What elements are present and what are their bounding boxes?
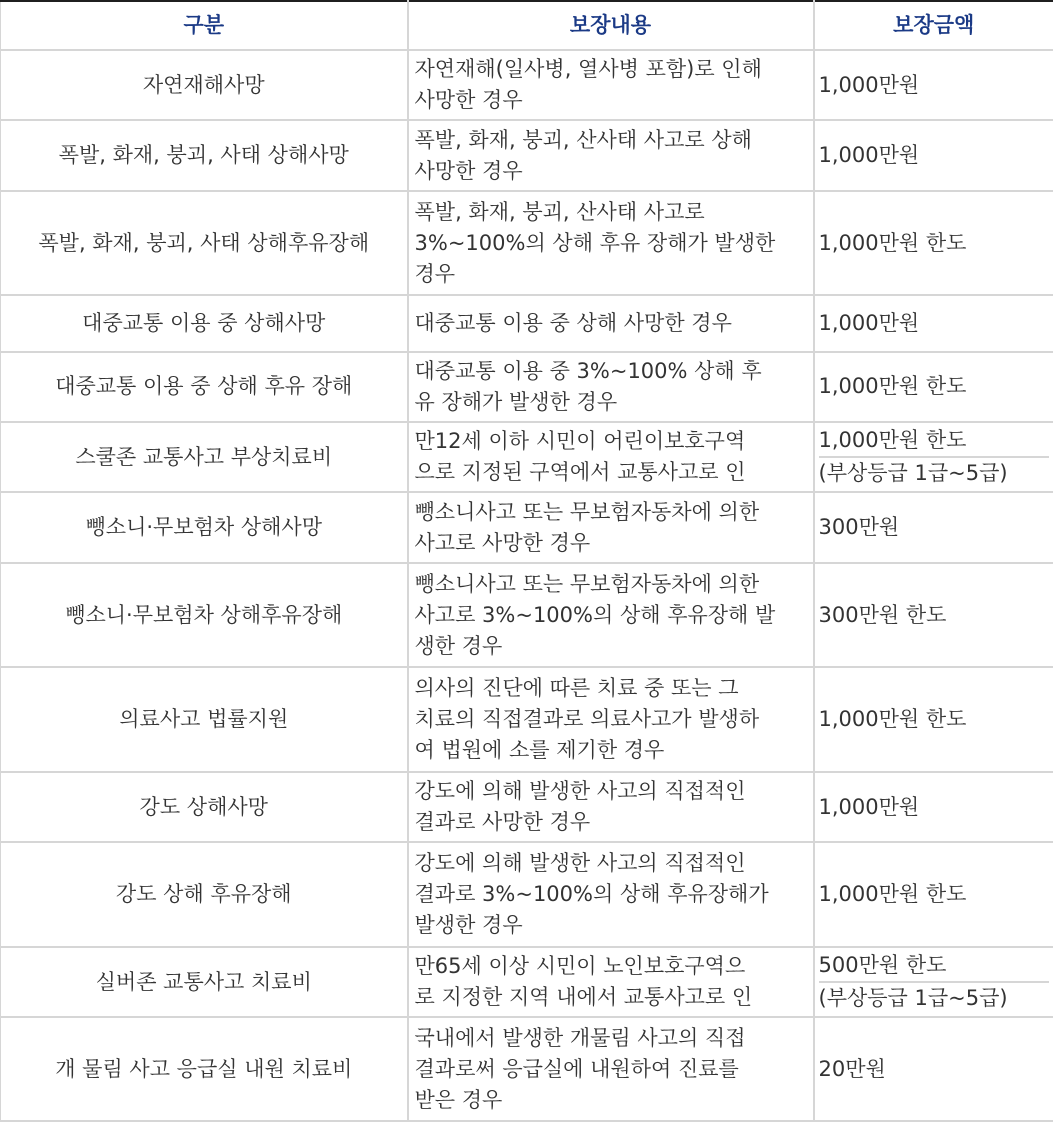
content-line: 결과로 사망한 경우 bbox=[414, 810, 591, 835]
amount-line: 1,000만원 bbox=[818, 311, 920, 336]
cell-content bbox=[408, 352, 814, 422]
content-line: 의사의 진단에 따른 치료 중 또는 그 bbox=[414, 676, 739, 701]
content-line: 폭발, 화재, 붕괴, 산사태 사고로 상해 bbox=[414, 127, 752, 152]
cell-category: 폭발, 화재, 붕괴, 사태 상해후유장해 bbox=[1, 191, 408, 296]
amount-line: (부상등급 1급~5급) bbox=[819, 981, 1050, 1014]
content-line: 생한 경우 bbox=[414, 633, 503, 658]
content-line: 폭발, 화재, 붕괴, 산사태 사고로 bbox=[414, 199, 705, 224]
content-line: 사망한 경우 bbox=[414, 88, 523, 113]
cell-category: 실버존 교통사고 치료비 bbox=[1, 947, 408, 1017]
cell-category: 개 물림 사고 응급실 내원 치료비 bbox=[1, 1017, 408, 1121]
cell-amount bbox=[814, 422, 1053, 492]
cell-content bbox=[408, 772, 814, 842]
cell-category: 스쿨존 교통사고 부상치료비 bbox=[1, 422, 408, 492]
cell-category: 강도 상해사망 bbox=[1, 772, 408, 842]
header-amount: 보장금액 bbox=[814, 1, 1053, 50]
content-line: 여 법원에 소를 제기한 경우 bbox=[414, 738, 665, 763]
cell-amount bbox=[814, 352, 1053, 422]
cell-category: 강도 상해 후유장해 bbox=[1, 842, 408, 947]
table-row bbox=[1, 563, 1053, 668]
content-line: 만65세 이상 시민이 노인보호구역으 bbox=[414, 954, 746, 979]
table-row bbox=[1, 295, 1053, 351]
table-row bbox=[1, 842, 1053, 947]
cell-content bbox=[408, 120, 814, 190]
content-line: 발생한 경우 bbox=[414, 913, 523, 938]
cell-category: 뺑소니·무보험차 상해후유장해 bbox=[1, 563, 408, 668]
cell-amount bbox=[814, 50, 1053, 120]
cell-category: 대중교통 이용 중 상해 후유 장해 bbox=[1, 352, 408, 422]
cell-content bbox=[408, 191, 814, 296]
content-line: 으로 지정된 구역에서 교통사고로 인 bbox=[414, 460, 746, 485]
content-line: 만12세 이하 시민이 어린이보호구역 bbox=[414, 429, 746, 454]
table-header-row bbox=[1, 1, 1053, 50]
table-row bbox=[1, 947, 1053, 1017]
table-row bbox=[1, 422, 1053, 492]
table-row bbox=[1, 492, 1053, 562]
cell-content bbox=[408, 1017, 814, 1121]
amount-line: (부상등급 1급~5급) bbox=[819, 456, 1050, 489]
content-line: 강도에 의해 발생한 사고의 직접적인 bbox=[414, 779, 746, 804]
cell-amount bbox=[814, 492, 1053, 562]
content-line: 자연재해(일사병, 열사병 포함)로 인해 bbox=[414, 57, 762, 82]
table-row bbox=[1, 120, 1053, 190]
amount-line: 300만원 bbox=[818, 515, 900, 540]
amount-line: 1,000만원 bbox=[818, 143, 920, 168]
header-category: 구분 bbox=[1, 1, 408, 50]
amount-line: 1,000만원 한도 bbox=[818, 882, 967, 907]
amount-line: 1,000만원 한도 bbox=[818, 230, 967, 255]
content-line: 로 지정한 지역 내에서 교통사고로 인 bbox=[414, 985, 753, 1010]
cell-category: 폭발, 화재, 붕괴, 사태 상해사망 bbox=[1, 120, 408, 190]
content-line: 치료의 직접결과로 의료사고가 발생하 bbox=[414, 707, 760, 732]
table-body bbox=[1, 50, 1053, 1121]
cell-amount bbox=[814, 120, 1053, 190]
content-line: 사망한 경우 bbox=[414, 158, 523, 183]
cell-category: 자연재해사망 bbox=[1, 50, 408, 120]
cell-amount bbox=[814, 842, 1053, 947]
content-line: 유 장해가 발생한 경우 bbox=[414, 389, 618, 414]
cell-category: 뺑소니·무보험차 상해사망 bbox=[1, 492, 408, 562]
cell-content bbox=[408, 422, 814, 492]
cell-amount bbox=[814, 772, 1053, 842]
cell-category: 대중교통 이용 중 상해사망 bbox=[1, 295, 408, 351]
amount-line: 500만원 한도 bbox=[818, 953, 947, 978]
amount-line: 1,000만원 한도 bbox=[818, 428, 967, 453]
content-line: 강도에 의해 발생한 사고의 직접적인 bbox=[414, 851, 746, 876]
table-row bbox=[1, 1017, 1053, 1121]
content-line: 경우 bbox=[414, 261, 456, 286]
cell-content bbox=[408, 667, 814, 772]
cell-content bbox=[408, 842, 814, 947]
table-row bbox=[1, 191, 1053, 296]
header-content: 보장내용 bbox=[408, 1, 814, 50]
table-row bbox=[1, 772, 1053, 842]
table-row bbox=[1, 50, 1053, 120]
content-line: 국내에서 발생한 개물림 사고의 직접 bbox=[414, 1025, 746, 1050]
content-line: 뺑소니사고 또는 무보험자동차에 의한 bbox=[414, 571, 760, 596]
table-row bbox=[1, 667, 1053, 772]
cell-content bbox=[408, 50, 814, 120]
cell-category: 의료사고 법률지원 bbox=[1, 667, 408, 772]
content-line: 대중교통 이용 중 3%~100% 상해 후 bbox=[414, 358, 762, 383]
cell-content bbox=[408, 492, 814, 562]
cell-amount bbox=[814, 563, 1053, 668]
cell-amount bbox=[814, 1017, 1053, 1121]
table-row bbox=[1, 352, 1053, 422]
amount-line: 300만원 한도 bbox=[818, 602, 947, 627]
cell-content bbox=[408, 295, 814, 351]
cell-amount bbox=[814, 295, 1053, 351]
content-line: 사고로 사망한 경우 bbox=[414, 530, 591, 555]
content-line: 결과로 3%~100%의 상해 후유장해가 bbox=[414, 882, 769, 907]
amount-line: 1,000만원 bbox=[818, 794, 920, 819]
content-line: 결과로써 응급실에 내원하여 진료를 bbox=[414, 1056, 739, 1081]
amount-line: 1,000만원 bbox=[818, 72, 920, 97]
content-line: 3%~100%의 상해 후유 장해가 발생한 bbox=[414, 230, 776, 255]
cell-amount bbox=[814, 947, 1053, 1017]
content-line: 받은 경우 bbox=[414, 1087, 503, 1112]
cell-amount bbox=[814, 667, 1053, 772]
content-line: 뺑소니사고 또는 무보험자동차에 의한 bbox=[414, 499, 760, 524]
amount-line: 1,000만원 한도 bbox=[818, 707, 967, 732]
content-line: 사고로 3%~100%의 상해 후유장해 발 bbox=[414, 602, 776, 627]
content-line: 대중교통 이용 중 상해 사망한 경우 bbox=[414, 311, 732, 336]
amount-line: 20만원 bbox=[818, 1056, 886, 1081]
cell-content bbox=[408, 947, 814, 1017]
cell-amount bbox=[814, 191, 1053, 296]
cell-content bbox=[408, 563, 814, 668]
amount-line: 1,000만원 한도 bbox=[818, 374, 967, 399]
